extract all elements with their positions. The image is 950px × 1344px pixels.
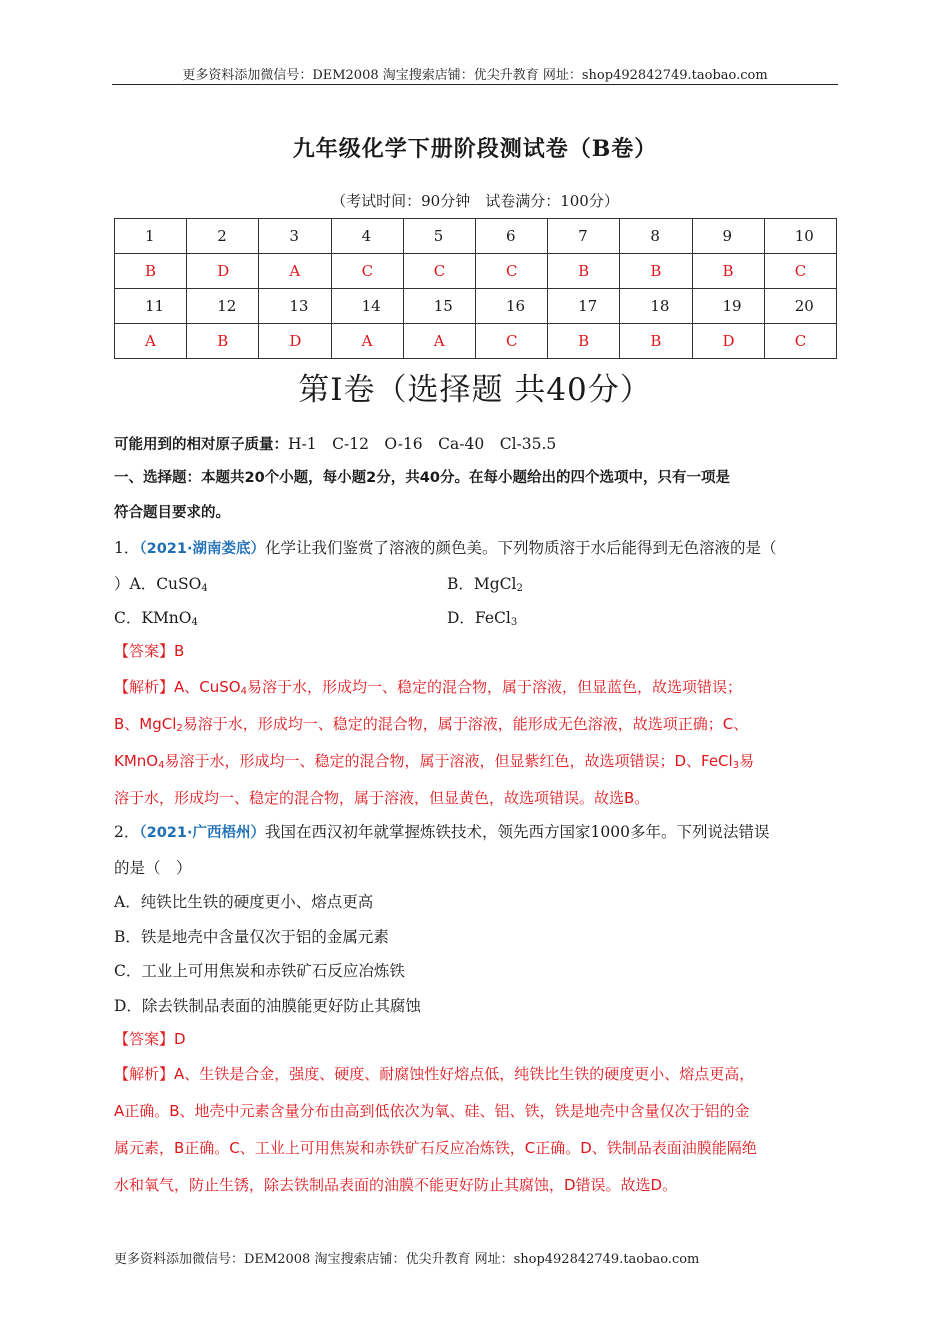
question-number: 16 xyxy=(475,289,547,324)
explanation-text: B、MgCl xyxy=(114,715,177,733)
option-b xyxy=(447,572,523,594)
question-number: 2． xyxy=(114,823,140,841)
question-number: 8 xyxy=(620,219,692,254)
question-number: 11 xyxy=(115,289,187,324)
question-number: 7 xyxy=(548,219,620,254)
answer-cell: B xyxy=(187,324,259,359)
question-number: 9 xyxy=(692,219,764,254)
subscript: 2 xyxy=(176,723,183,734)
explanation-line: 水和氧气，防止生锈，除去铁制品表面的油膜不能更好防止其腐蚀，D错误。故选D。 xyxy=(114,1176,678,1194)
answer-cell: C xyxy=(475,324,547,359)
question-text: 的是（ ） xyxy=(114,859,192,877)
explanation-line xyxy=(114,750,754,771)
table-row xyxy=(115,254,837,289)
question-number: 5 xyxy=(403,219,475,254)
option-c xyxy=(114,606,198,628)
table-row xyxy=(115,219,837,254)
answer-cell: A xyxy=(259,254,331,289)
question-number: 1 xyxy=(115,219,187,254)
question-text: 化学让我们鉴赏了溶液的颜色美。下列物质溶于水后能得到无色溶液的是（ xyxy=(265,539,777,557)
question-number: 13 xyxy=(259,289,331,324)
option-b-text: B．MgCl xyxy=(447,575,517,593)
explanation-text: 易溶于水，形成均一、稳定的混合物，属于溶液，能形成无色溶液，故选项正确；C、 xyxy=(182,715,749,733)
page-footer: 更多资料添加微信号：DEM2008 淘宝搜索店铺：优尖升教育 网址：shop492842749.taobao.com xyxy=(114,1252,700,1267)
option-b: B．铁是地壳中含量仅次于铝的金属元素 xyxy=(114,928,389,946)
explanation-line: A正确。B、地壳中元素含量分布由高到低依次为氧、硅、铝、铁，铁是地壳中含量仅次于铝的金 xyxy=(114,1102,750,1120)
answer-label: 【答案】B xyxy=(114,642,185,660)
option-d-text: D．FeCl xyxy=(447,609,511,627)
answer-label: 【答案】D xyxy=(114,1030,186,1048)
option-a-text: ）A．CuSO xyxy=(114,575,202,593)
option-c-text: C．KMnO xyxy=(114,609,192,627)
question-number: 17 xyxy=(548,289,620,324)
question-number: 20 xyxy=(764,289,836,324)
explanation-text: 易溶于水，形成均一、稳定的混合物，属于溶液，但显紫红色，故选项错误；D、FeCl xyxy=(164,752,733,770)
header-rule xyxy=(112,84,838,85)
subscript: 4 xyxy=(201,583,208,594)
subscript: 2 xyxy=(516,583,523,594)
answer-cell: C xyxy=(764,324,836,359)
explanation-line xyxy=(114,713,748,734)
answer-cell: C xyxy=(475,254,547,289)
answer-cell: A xyxy=(403,324,475,359)
section-title: 第Ⅰ卷（选择题 共40分） xyxy=(298,372,652,408)
answer-cell: A xyxy=(115,324,187,359)
subscript: 4 xyxy=(158,760,165,771)
table-row xyxy=(115,289,837,324)
instructions-line: 一、选择题：本题共20个小题，每小题2分，共40分。在每小题给出的四个选项中，只有一项是 xyxy=(114,470,730,486)
question-number: 18 xyxy=(620,289,692,324)
atomic-mass-label: 可能用到的相对原子质量： xyxy=(114,437,288,453)
answer-cell: B xyxy=(620,254,692,289)
question-text: 我国在西汉初年就掌握炼铁技术，领先西方国家1000多年。下列说法错误 xyxy=(265,823,770,841)
subscript: 3 xyxy=(732,760,740,771)
subscript: 3 xyxy=(510,617,518,628)
question-number: 4 xyxy=(331,219,403,254)
atomic-mass-line xyxy=(114,432,556,454)
question-source: （2021·湖南娄底） xyxy=(139,541,265,557)
table-row xyxy=(115,324,837,359)
answer-cell: D xyxy=(692,324,764,359)
page-title: 九年级化学下册阶段测试卷（B卷） xyxy=(292,136,658,162)
explanation-line: 【解析】A、生铁是合金，强度、硬度、耐腐蚀性好熔点低，纯铁比生铁的硬度更小、熔点更高， xyxy=(114,1065,755,1083)
answer-cell: C xyxy=(331,254,403,289)
answer-cell: B xyxy=(692,254,764,289)
answer-cell: D xyxy=(187,254,259,289)
explanation-line xyxy=(114,676,742,697)
explanation-line: 溶于水，形成均一、稳定的混合物，属于溶液，但显黄色，故选项错误。故选B。 xyxy=(114,789,650,807)
question-number: 12 xyxy=(187,289,259,324)
option-a: A．纯铁比生铁的硬度更小、熔点更高 xyxy=(114,893,374,911)
question-number: 14 xyxy=(331,289,403,324)
answer-cell: B xyxy=(548,254,620,289)
page-header: 更多资料添加微信号：DEM2008 淘宝搜索店铺：优尖升教育 网址：shop492842749.taobao.com xyxy=(182,68,768,83)
question-2-stem xyxy=(114,820,769,842)
explanation-line: 属元素，B正确。C、工业上可用焦炭和赤铁矿石反应冶炼铁，C正确。D、铁制品表面油膜能隔绝 xyxy=(114,1139,757,1157)
option-d: D．除去铁制品表面的油膜能更好防止其腐蚀 xyxy=(114,997,421,1015)
answer-cell: C xyxy=(764,254,836,289)
answer-cell: A xyxy=(331,324,403,359)
option-c: C．工业上可用焦炭和赤铁矿石反应冶炼铁 xyxy=(114,962,405,980)
explanation-text: 【解析】A、CuSO xyxy=(114,678,241,696)
question-source: （2021·广西梧州） xyxy=(139,825,265,841)
option-a xyxy=(114,572,208,594)
option-d xyxy=(447,606,517,628)
answer-cell: B xyxy=(115,254,187,289)
question-number: 1． xyxy=(114,539,140,557)
answer-cell: D xyxy=(259,324,331,359)
atomic-mass-values: H-1 C-12 O-16 Ca-40 Cl-35.5 xyxy=(288,435,557,453)
subscript: 4 xyxy=(191,617,198,628)
question-1-stem xyxy=(114,536,777,558)
answer-cell: B xyxy=(548,324,620,359)
question-number: 3 xyxy=(259,219,331,254)
exam-info: （考试时间：90分钟 试卷满分：100分） xyxy=(331,192,619,210)
explanation-text: 易 xyxy=(739,752,755,770)
instructions-line: 符合题目要求的。 xyxy=(114,505,230,521)
answer-cell: B xyxy=(620,324,692,359)
explanation-text: 易溶于水，形成均一、稳定的混合物，属于溶液，但显蓝色，故选项错误； xyxy=(246,678,742,696)
explanation-text: KMnO xyxy=(114,752,159,770)
answer-cell: C xyxy=(403,254,475,289)
answer-table xyxy=(114,218,837,359)
question-number: 6 xyxy=(475,219,547,254)
question-number: 2 xyxy=(187,219,259,254)
question-number: 19 xyxy=(692,289,764,324)
subscript: 4 xyxy=(240,686,247,697)
question-number: 15 xyxy=(403,289,475,324)
question-number: 10 xyxy=(764,219,836,254)
